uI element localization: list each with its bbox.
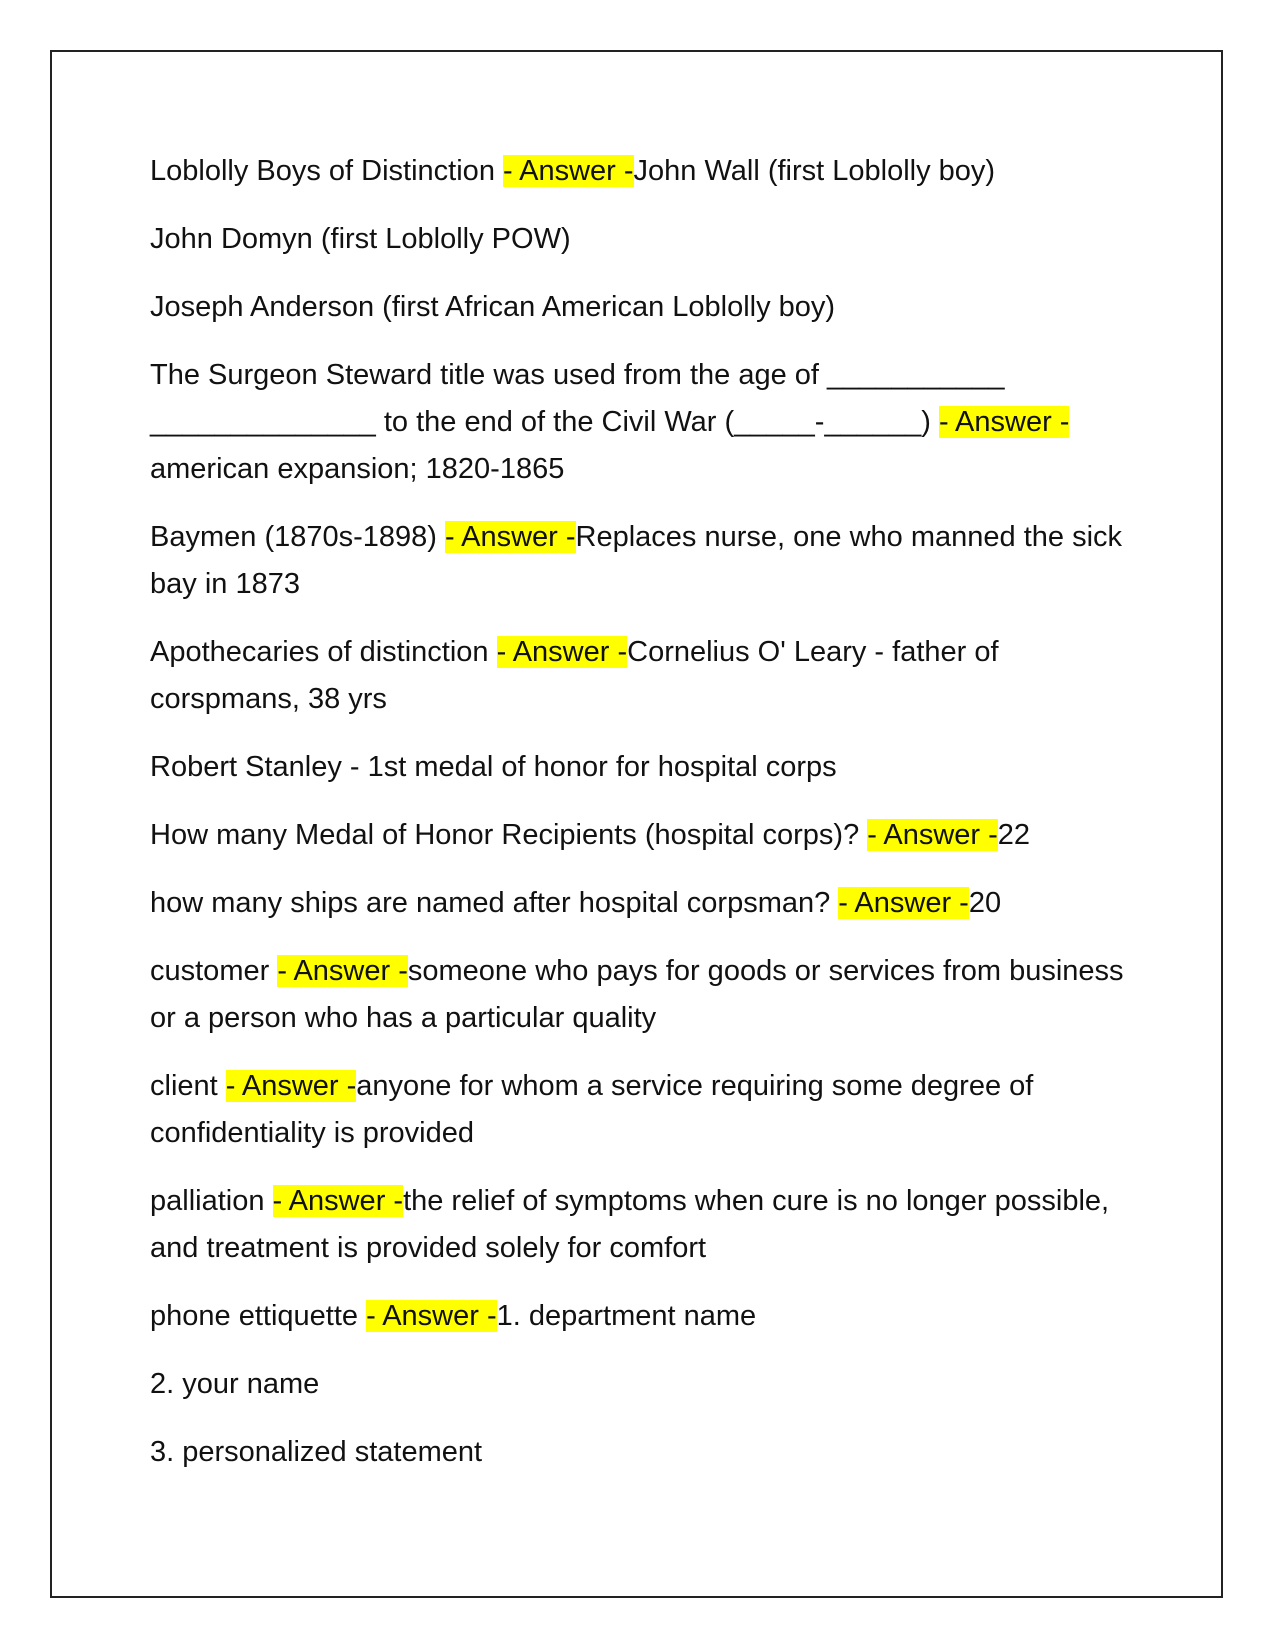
qa-entry <box>150 948 1125 1042</box>
qa-entry <box>150 352 1125 493</box>
answer-text: 22 <box>997 819 1031 851</box>
answer-marker: - Answer - <box>272 1185 404 1217</box>
answer-marker: - Answer - <box>445 521 576 553</box>
line-text: John Domyn (first Loblolly POW) <box>150 223 571 255</box>
answer-text: 1. department name <box>496 1300 757 1332</box>
answer-marker: - Answer - <box>938 406 1070 438</box>
text-line <box>150 284 1125 331</box>
question-text: Baymen (1870s-1898) <box>150 521 445 553</box>
answer-marker: - Answer - <box>225 1070 357 1102</box>
qa-entry <box>150 514 1125 608</box>
answer-text: someone who pays for goods or services from business or a person who has a particular quality <box>150 955 1124 1034</box>
text-line <box>150 216 1125 263</box>
document-body <box>150 148 1125 1497</box>
question-text: Apothecaries of distinction <box>150 636 497 668</box>
question-text: How many Medal of Honor Recipients (hospital corps)? <box>150 819 868 851</box>
answer-marker: - Answer - <box>496 636 628 668</box>
question-text: palliation <box>150 1185 273 1217</box>
line-text: Joseph Anderson (first African American Loblolly boy) <box>150 291 836 323</box>
text-line <box>150 1429 1125 1476</box>
qa-entry <box>150 629 1125 723</box>
qa-entry <box>150 1178 1125 1272</box>
qa-entry <box>150 1063 1125 1157</box>
line-text: 3. personalized statement <box>150 1436 483 1468</box>
answer-text: anyone for whom a service requiring some degree of confidentiality is provided <box>150 1070 1034 1149</box>
answer-marker: - Answer - <box>838 887 969 919</box>
answer-marker: - Answer - <box>277 955 408 987</box>
qa-entry <box>150 880 1125 927</box>
question-text: phone ettiquette <box>150 1300 367 1332</box>
answer-text: the relief of symptoms when cure is no longer possible, and treatment is provided solely for comfort <box>150 1185 1110 1264</box>
text-line <box>150 1361 1125 1408</box>
question-text: how many ships are named after hospital corpsman? <box>150 887 839 919</box>
answer-text: John Wall (first Loblolly boy) <box>633 155 996 187</box>
question-text: Loblolly Boys of Distinction <box>150 155 503 187</box>
line-text: Robert Stanley - 1st medal of honor for hospital corps <box>150 751 837 783</box>
qa-entry <box>150 148 1125 195</box>
answer-marker: - Answer - <box>366 1300 497 1332</box>
qa-entry <box>150 1293 1125 1340</box>
answer-text: 20 <box>968 887 1002 919</box>
answer-marker: - Answer - <box>867 819 998 851</box>
line-text: 2. your name <box>150 1368 320 1400</box>
answer-text: Cornelius O' Leary - father of corspmans, 38 yrs <box>150 636 999 715</box>
question-text: customer <box>150 955 278 987</box>
answer-text: Replaces nurse, one who manned the sick bay in 1873 <box>150 521 1123 600</box>
answer-text: american expansion; 1820-1865 <box>150 453 565 485</box>
text-line <box>150 744 1125 791</box>
question-text: client <box>150 1070 226 1102</box>
question-text: The Surgeon Steward title was used from the age of ___________ ______________ to the end of the Civil War (_____-______) <box>150 359 1005 438</box>
answer-marker: - Answer - <box>503 155 634 187</box>
qa-entry <box>150 812 1125 859</box>
